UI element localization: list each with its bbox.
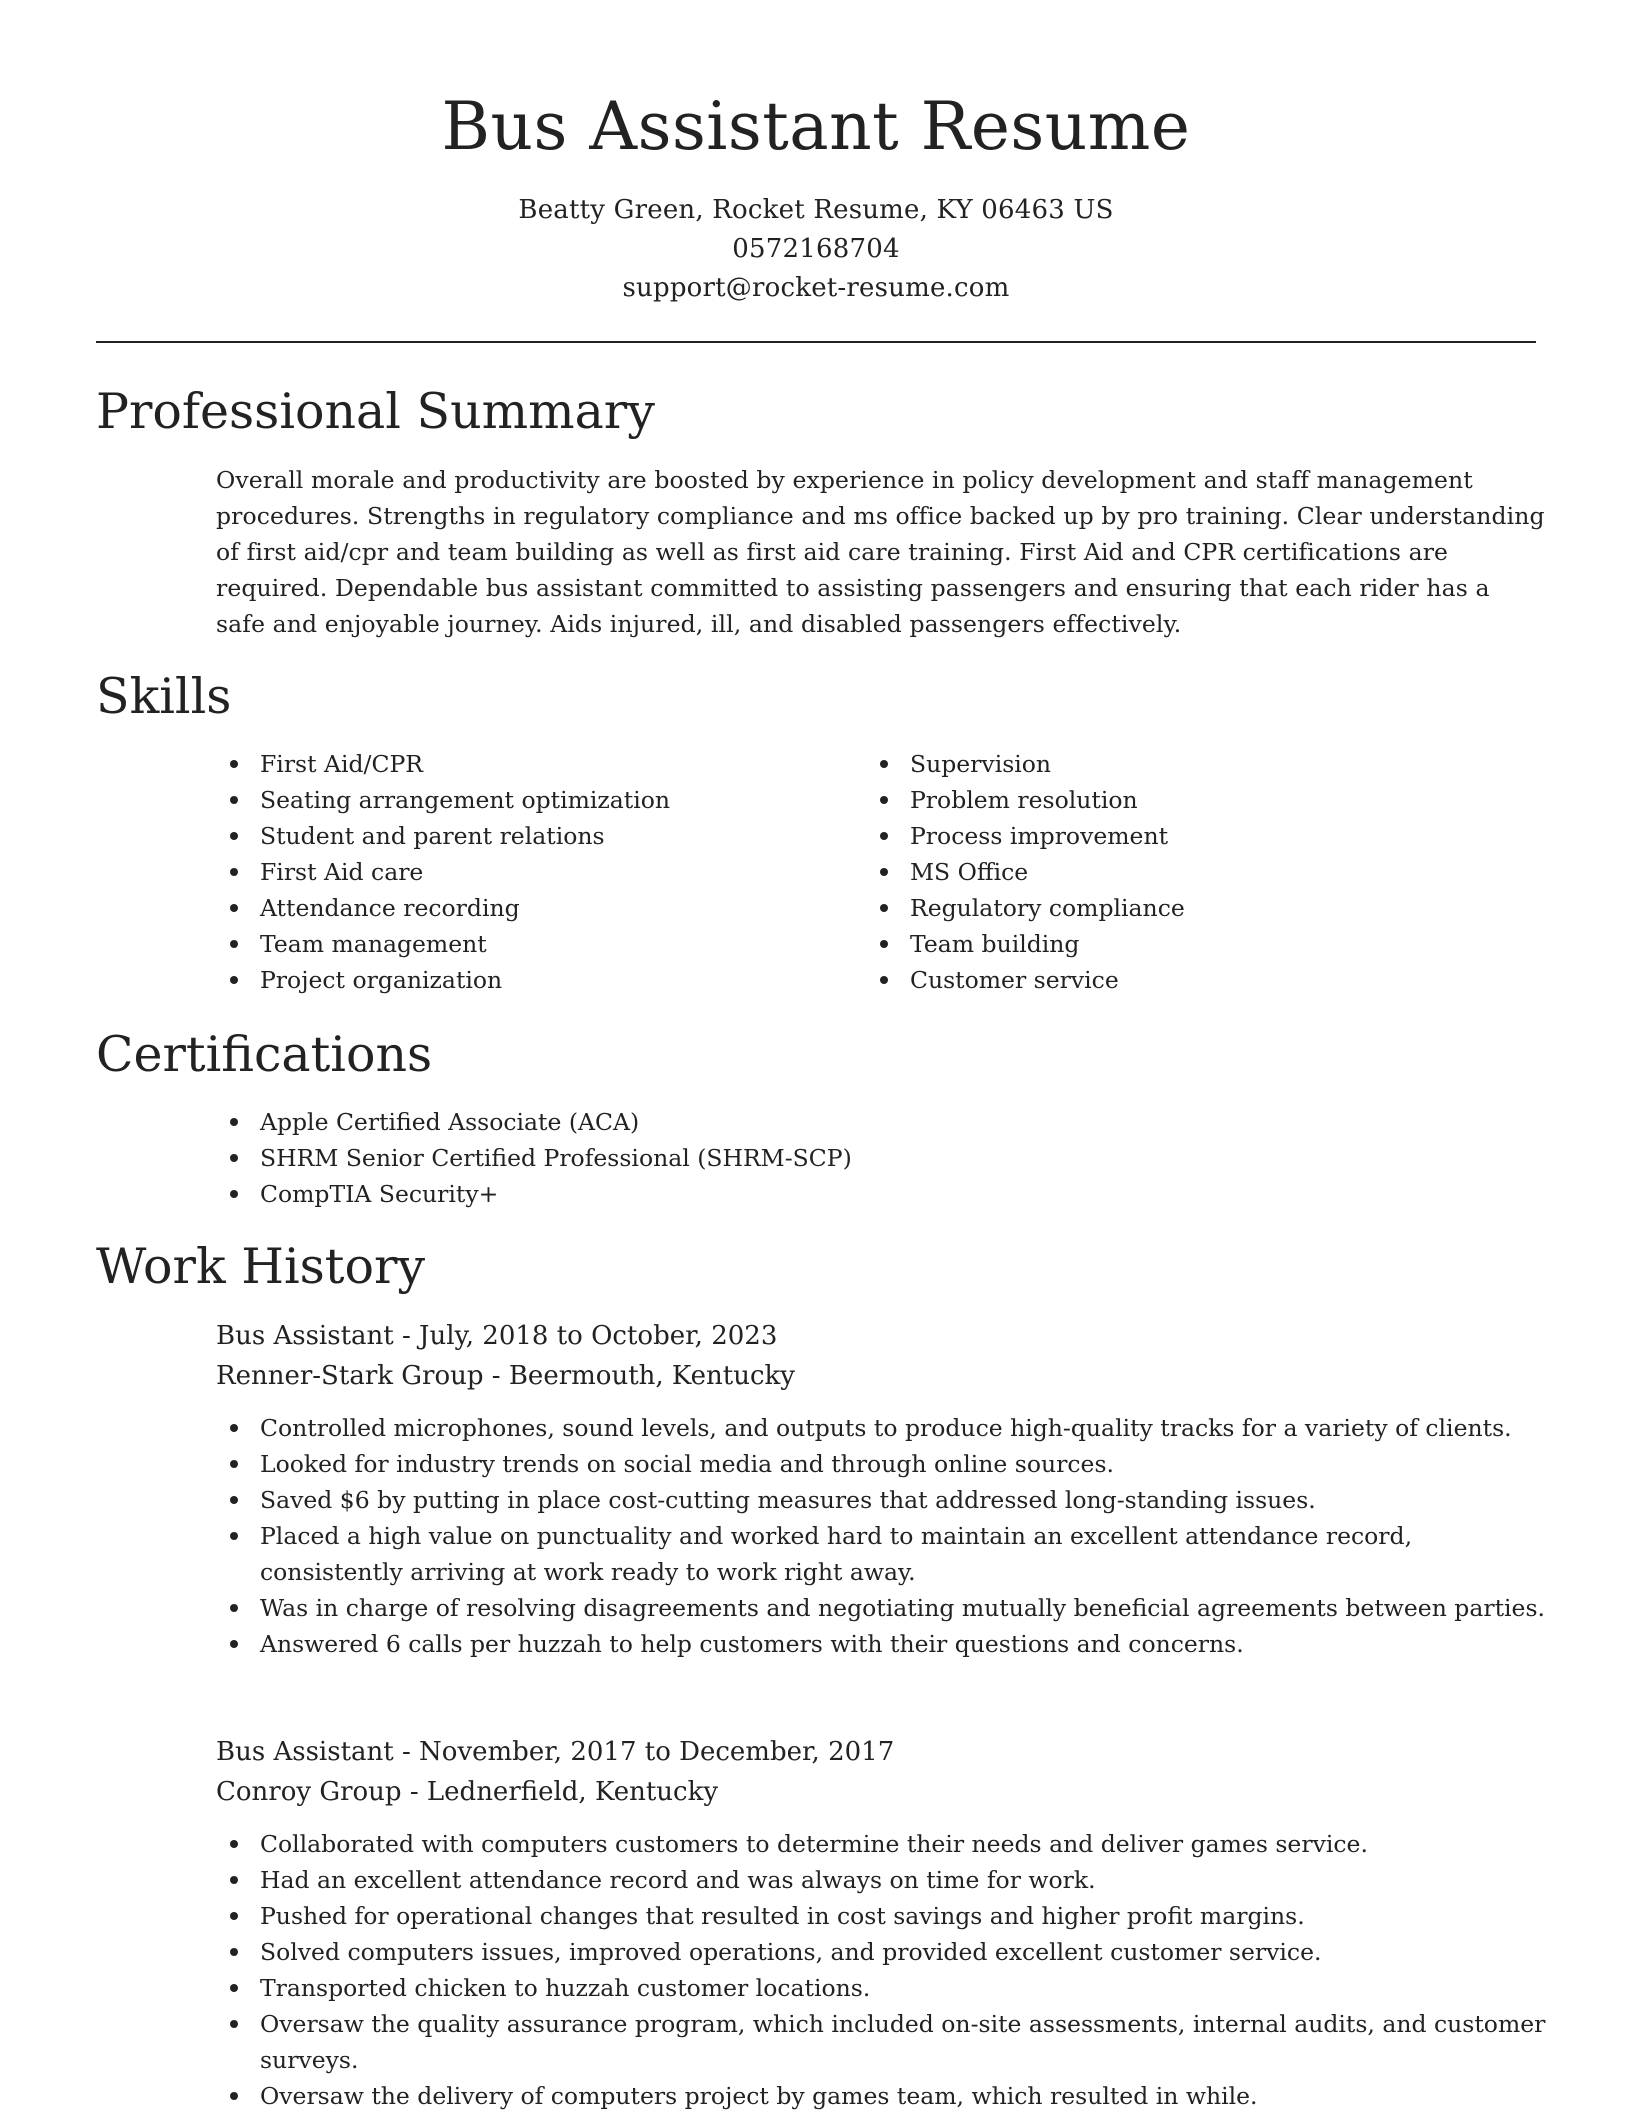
job-company-line (216, 1772, 718, 1812)
job-company: Conroy Group (216, 1777, 402, 1807)
contact-phone: 0572168704 (732, 234, 900, 264)
job-title: Bus Assistant (216, 1737, 394, 1767)
job-bullet: Oversaw the quality assurance program, which included on-site assessments, internal audits, and customer surveys. (216, 2006, 1546, 2078)
skill-item: Project organization (216, 962, 816, 998)
job-location: - Lednerfield, Kentucky (401, 1777, 719, 1807)
skill-item: Team building (866, 926, 1506, 962)
contact-block (0, 191, 1632, 308)
skill-item: Regulatory compliance (866, 890, 1506, 926)
summary-heading: Professional Summary (96, 383, 655, 440)
certification-item: SHRM Senior Certified Professional (SHRM-SCP) (216, 1140, 1516, 1176)
job-title-line (216, 1316, 777, 1356)
skill-item: Seating arrangement optimization (216, 782, 816, 818)
job-company-line (216, 1356, 795, 1396)
skills-list-left (216, 746, 816, 998)
job-bullet: Saved $6 by putting in place cost-cutting measures that addressed long-standing issues. (216, 1482, 1546, 1518)
skill-item: Student and parent relations (216, 818, 816, 854)
header-divider (96, 341, 1536, 343)
job-company: Renner-Stark Group (216, 1361, 484, 1391)
job-bullet: Controlled microphones, sound levels, and outputs to produce high-quality tracks for a variety of clients. (216, 1410, 1546, 1446)
skill-item: Supervision (866, 746, 1506, 782)
job-location: - Beermouth, Kentucky (483, 1361, 795, 1391)
job-bullet: Looked for industry trends on social media and through online sources. (216, 1446, 1546, 1482)
contact-email: support@rocket-resume.com (622, 273, 1010, 303)
job-bullet: Transported chicken to huzzah customer locations. (216, 1970, 1546, 2006)
job-bullet: Collaborated with computers customers to determine their needs and deliver games service. (216, 1826, 1546, 1862)
certification-item: CompTIA Security+ (216, 1176, 1516, 1212)
skill-item: Team management (216, 926, 816, 962)
job-dates: - July, 2018 to October, 2023 (393, 1321, 778, 1351)
skill-item: First Aid care (216, 854, 816, 890)
summary-text: Overall morale and productivity are boosted by experience in policy development and staff management procedures. Strengths in regulatory compliance and ms office backed up by pro training. Clear understanding of first aid/cpr and team building as well as first aid care training. First Aid and CPR certifications are required. Dependable bus assistant committed to assisting passengers and ensuring that each rider has a safe and enjoyable journey. Aids injured, ill, and disabled passengers effectively. (216, 466, 1545, 638)
skill-item: Customer service (866, 962, 1506, 998)
skill-item: Process improvement (866, 818, 1506, 854)
contact-address: Beatty Green, Rocket Resume, KY 06463 US (518, 195, 1114, 225)
job-bullet: Was in charge of resolving disagreements and negotiating mutually beneficial agreements between parties. (216, 1590, 1546, 1626)
resume-title: Bus Assistant Resume (441, 88, 1191, 165)
skill-item: First Aid/CPR (216, 746, 816, 782)
skill-item: Problem resolution (866, 782, 1506, 818)
job-bullet: Oversaw the delivery of computers project by games team, which resulted in while. (216, 2078, 1546, 2114)
job-bullet: Placed a high value on punctuality and worked hard to maintain an excellent attendance record, consistently arriving at work ready to work right away. (216, 1518, 1546, 1590)
skills-heading: Skills (96, 668, 232, 725)
job-bullets (216, 1410, 1546, 1662)
certifications-heading: Certifications (96, 1026, 433, 1083)
skill-item: MS Office (866, 854, 1506, 890)
certification-item: Apple Certified Associate (ACA) (216, 1104, 1516, 1140)
job-dates: - November, 2017 to December, 2017 (393, 1737, 895, 1767)
skill-item: Attendance recording (216, 890, 816, 926)
job-title: Bus Assistant (216, 1321, 394, 1351)
certifications-list (216, 1104, 1516, 1212)
job-bullet: Pushed for operational changes that resulted in cost savings and higher profit margins. (216, 1898, 1546, 1934)
job-bullets (216, 1826, 1546, 2114)
job-bullet: Solved computers issues, improved operations, and provided excellent customer service. (216, 1934, 1546, 1970)
job-bullet: Had an excellent attendance record and was always on time for work. (216, 1862, 1546, 1898)
job-title-line (216, 1732, 894, 1772)
work-history-heading: Work History (96, 1238, 426, 1295)
job-bullet: Answered 6 calls per huzzah to help customers with their questions and concerns. (216, 1626, 1546, 1662)
skills-list-right (866, 746, 1506, 998)
